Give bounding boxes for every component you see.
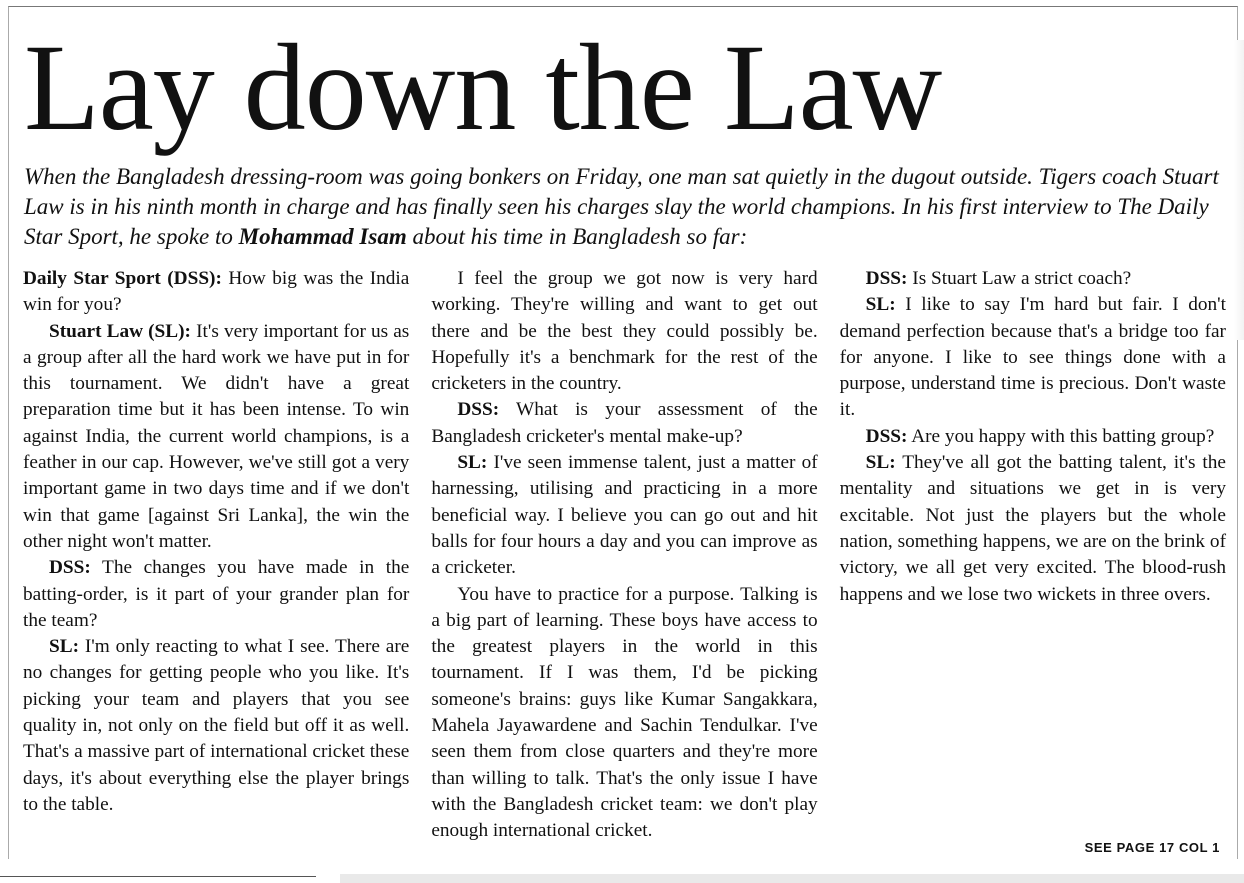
headline: Lay down the Law bbox=[24, 19, 942, 156]
speaker-label: DSS: bbox=[865, 268, 908, 289]
next-article-edge bbox=[340, 874, 1244, 883]
speaker-label: SL: bbox=[865, 452, 896, 474]
speaker-label: DSS: bbox=[865, 425, 908, 447]
paragraph-text: It's very important for us as a group after all the hard work we have put in for this tournament. We didn't have a great preparation time but it has been intense. To win against India, the current world champions, is a feather in our cap. However, we've still got a very important game in two days time and if we don't win that game [against Sri Lanka], the win the other night won't matter. bbox=[23, 320, 410, 552]
body-paragraph bbox=[23, 634, 409, 818]
author-name: Mohammad Isam bbox=[238, 224, 407, 249]
speaker-label: SL: bbox=[49, 636, 80, 658]
paragraph-text: Is Stuart Law a strict coach? bbox=[907, 268, 1132, 289]
speaker-label: SL: bbox=[457, 452, 488, 474]
body-paragraph bbox=[840, 450, 1226, 608]
body-paragraph bbox=[431, 450, 817, 581]
speaker-label: DSS: bbox=[49, 557, 91, 579]
body-paragraph bbox=[840, 266, 1226, 292]
paragraph-text: They've all got the batting talent, it's the mentality and situations we get in is very excitable. Not just the players but the whole nation, something happens, we are on the brink of victory, we all get very excited. The blood-rush happens and we lose two wickets in three overs. bbox=[839, 452, 1226, 605]
body-paragraph bbox=[840, 292, 1226, 423]
paragraph-text: I'm only reacting to what I see. There are no changes for getting people who you like. It's picking your team and players that you see quality in, not only on the field but off it as well. That's a massive part of international cricket these days, it's about everything else the player brings to the table. bbox=[23, 636, 410, 815]
bottom-rule bbox=[0, 876, 316, 877]
speaker-label: DSS: bbox=[457, 399, 500, 421]
body-paragraph bbox=[431, 397, 817, 450]
paragraph-text: What is your assessment of the Bangladesh cricketer's mental make-up? bbox=[431, 399, 818, 447]
standfirst-text: When the Bangladesh dressing-room was going bonkers on Friday, one man sat quietly in the dugout outside. Tigers coach Stuart Law is in his ninth month in charge and has finally seen his charges slay the world champions. In his first interview to The Daily Star Sport, he spoke to bbox=[24, 164, 1219, 249]
paragraph-text: I like to say I'm hard but fair. I don't demand perfection because that's a bridge too far for anyone. I like to see things done with a purpose, understand time is precious. Don't waste it. bbox=[839, 294, 1226, 421]
paragraph-text: I feel the group we got now is very hard working. They're willing and want to get out there and be the best they could possibly be. Hopefully it's a benchmark for the rest of the cricketers in the country. bbox=[431, 268, 818, 395]
body-paragraph bbox=[840, 424, 1226, 450]
scan-edge-shadow bbox=[1234, 40, 1244, 340]
body-paragraph bbox=[23, 266, 409, 319]
body-paragraph bbox=[23, 555, 409, 634]
speaker-label: Daily Star Sport (DSS): bbox=[23, 268, 222, 289]
paragraph-text: You have to practice for a purpose. Talking is a big part of learning. These boys have access to the greatest players in the world in this tournament. If I was them, I'd be picking someone's brains: guys like Kumar Sangakkara, Mahela Jayawardene and Sachin Tendulkar. I've seen them from close quarters and they're more than willing to talk. That's the only issue I have with the Bangladesh cricket team: we don't play enough international cricket. bbox=[431, 583, 818, 842]
standfirst bbox=[24, 162, 1230, 252]
paragraph-text: The changes you have made in the batting-order, is it part of your grander plan for the team? bbox=[23, 557, 410, 631]
paragraph-text: How big was the India win for you? bbox=[23, 268, 410, 316]
body-paragraph bbox=[23, 319, 409, 556]
speaker-label: Stuart Law (SL): bbox=[49, 320, 191, 342]
continuation-note: SEE PAGE 17 COL 1 bbox=[1084, 840, 1220, 855]
speaker-label: SL: bbox=[865, 294, 896, 316]
body-paragraph bbox=[431, 582, 817, 845]
body-paragraph bbox=[431, 266, 817, 397]
article-body bbox=[23, 266, 1226, 864]
standfirst-tail: about his time in Bangladesh so far: bbox=[406, 224, 748, 249]
paragraph-text: I've seen immense talent, just a matter of harnessing, utilising and practicing in a more beneficial way. I believe you can go out and hit balls for four hours a day and you can improve as a cricketer. bbox=[431, 452, 818, 579]
paragraph-text: Are you happy with this batting group? bbox=[907, 425, 1215, 447]
